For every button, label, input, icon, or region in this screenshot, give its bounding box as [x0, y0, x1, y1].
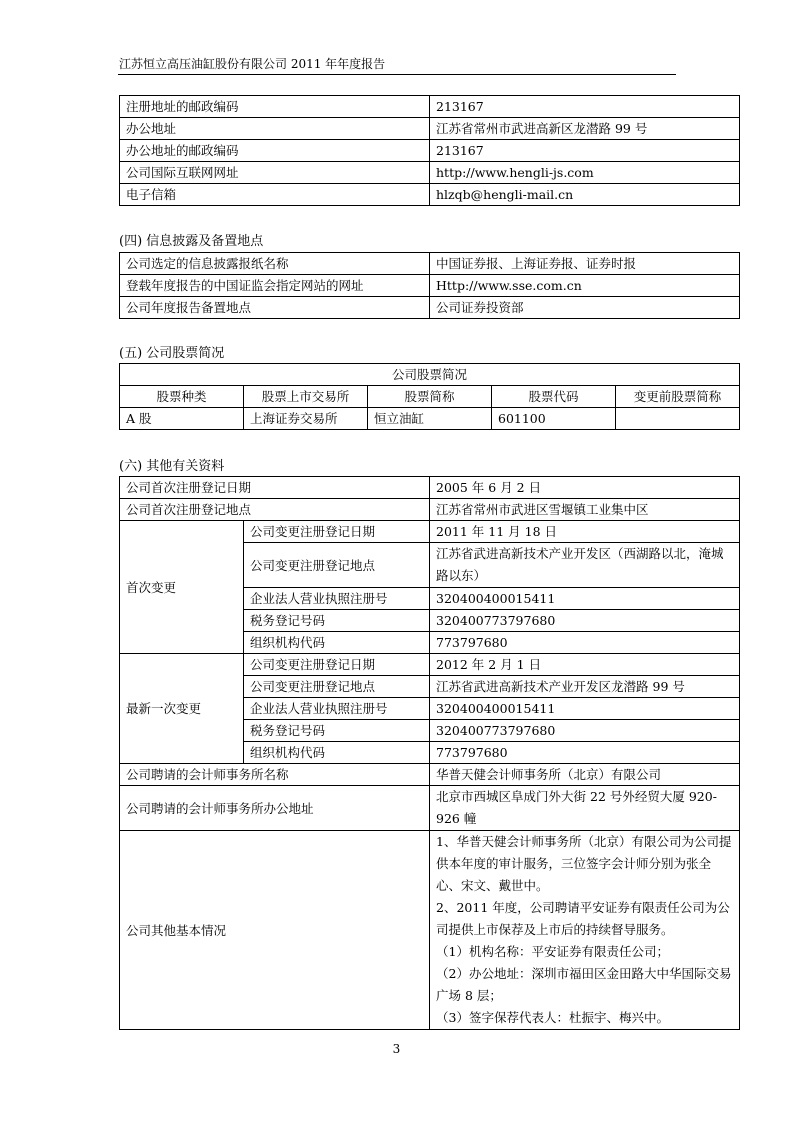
table-row: [120, 162, 740, 184]
column-header: 股票代码: [492, 386, 616, 408]
row-label: 办公地址的邮政编码: [120, 140, 430, 162]
column-header: 股票上市交易所: [244, 386, 368, 408]
stock-short-name: 恒立油缸: [368, 408, 492, 430]
table-row: [120, 297, 740, 319]
row-label: 公司聘请的会计师事务所办公地址: [120, 786, 430, 831]
other-info-line: 2、2011 年度，公司聘请平安证券有限责任公司为公司提供上市保荐及上市后的持续督导服务。: [436, 900, 730, 937]
row-label: 公司变更注册登记地点: [244, 676, 430, 698]
row-value: 中国证券报、上海证券报、证券时报: [430, 253, 740, 275]
column-header: 股票种类: [120, 386, 244, 408]
table-row: [120, 521, 740, 543]
table-row: [120, 184, 740, 206]
column-header: 变更前股票简称: [616, 386, 740, 408]
row-value: 213167: [430, 140, 740, 162]
row-label: 税务登记号码: [244, 720, 430, 742]
row-label: 组织机构代码: [244, 632, 430, 654]
row-value: 2005 年 6 月 2 日: [430, 477, 740, 499]
column-header: 股票简称: [368, 386, 492, 408]
row-label: 税务登记号码: [244, 610, 430, 632]
group-label-latest-change: 最新一次变更: [120, 654, 244, 764]
table-row: [120, 477, 740, 499]
table-row: [120, 275, 740, 297]
row-label: 公司变更注册登记日期: [244, 521, 430, 543]
row-value: 320400400015411: [430, 588, 740, 610]
row-label: 办公地址: [120, 118, 430, 140]
row-label: 企业法人营业执照注册号: [244, 698, 430, 720]
row-value: http://www.hengli-js.com: [430, 162, 740, 184]
page-header: 江苏恒立高压油缸股份有限公司 2011 年年度报告: [119, 57, 386, 71]
table-row: [120, 831, 740, 1030]
row-label: 公司聘请的会计师事务所名称: [120, 764, 430, 786]
row-label: 公司选定的信息披露报纸名称: [120, 253, 430, 275]
row-value: 320400400015411: [430, 698, 740, 720]
other-info-line: （3）签字保荐代表人：杜振宇、梅兴中。: [436, 1010, 669, 1025]
row-value: hlzqb@hengli-mail.cn: [430, 184, 740, 206]
row-value: 江苏省常州市武进高新区龙潜路 99 号: [430, 118, 740, 140]
row-label: 公司其他基本情况: [120, 831, 430, 1030]
table-caption-row: [120, 364, 740, 386]
row-label: 公司国际互联网网址: [120, 162, 430, 184]
table-row: [120, 499, 740, 521]
stock-type: A 股: [120, 408, 244, 430]
section-title-stock: (五) 公司股票简况: [119, 346, 225, 361]
row-label: 公司首次注册登记地点: [120, 499, 430, 521]
section-title-other: (六) 其他有关资料: [119, 459, 225, 474]
table-header-row: [120, 386, 740, 408]
row-label: 登载年度报告的中国证监会指定网站的网址: [120, 275, 430, 297]
row-value: 北京市西城区阜成门外大街 22 号外经贸大厦 920-926 幢: [430, 786, 740, 831]
row-value: 公司证券投资部: [430, 297, 740, 319]
table-row: [120, 786, 740, 831]
previous-short-name: [616, 408, 740, 430]
page-number: 3: [392, 1042, 401, 1056]
row-value: 江苏省常州市武进区雪堰镇工业集中区: [430, 499, 740, 521]
table-row: [120, 408, 740, 430]
row-value: 2011 年 11 月 18 日: [430, 521, 740, 543]
table-row: [120, 253, 740, 275]
row-label: 企业法人营业执照注册号: [244, 588, 430, 610]
row-value: 320400773797680: [430, 610, 740, 632]
table-row: [120, 764, 740, 786]
table-row: [120, 118, 740, 140]
other-info-line: （2）办公地址：深圳市福田区金田路大中华国际交易广场 8 层；: [436, 966, 732, 1003]
row-value: 320400773797680: [430, 720, 740, 742]
stock-code: 601100: [492, 408, 616, 430]
other-info-table: [119, 476, 740, 1030]
row-label: 公司首次注册登记日期: [120, 477, 430, 499]
table-row: [120, 654, 740, 676]
row-label: 注册地址的邮政编码: [120, 96, 430, 118]
row-value: 华普天健会计师事务所（北京）有限公司: [430, 764, 740, 786]
table-row: [120, 140, 740, 162]
row-value: 773797680: [430, 632, 740, 654]
row-value: 2012 年 2 月 1 日: [430, 654, 740, 676]
section-title-disclosure: (四) 信息披露及备置地点: [119, 234, 264, 249]
stock-table-caption: 公司股票简况: [120, 364, 740, 386]
row-label: 公司变更注册登记日期: [244, 654, 430, 676]
row-label: 公司年度报告备置地点: [120, 297, 430, 319]
row-label: 公司变更注册登记地点: [244, 543, 430, 588]
row-label: 组织机构代码: [244, 742, 430, 764]
contact-table: [119, 95, 740, 206]
other-info-line: （1）机构名称：平安证券有限责任公司；: [436, 944, 669, 959]
stock-table: [119, 363, 740, 430]
other-info-line: 1、华普天健会计师事务所（北京）有限公司为公司提供本年度的审计服务，三位签字会计师分别为张全心、宋文、戴世中。: [436, 834, 732, 893]
row-label: 电子信箱: [120, 184, 430, 206]
row-value: 江苏省武进高新技术产业开发区龙潜路 99 号: [430, 676, 740, 698]
stock-exchange: 上海证券交易所: [244, 408, 368, 430]
row-value: Http://www.sse.com.cn: [430, 275, 740, 297]
group-label-first-change: 首次变更: [120, 521, 244, 654]
row-value: 773797680: [430, 742, 740, 764]
table-row: [120, 96, 740, 118]
header-rule: [118, 74, 676, 75]
disclosure-table: [119, 252, 740, 319]
row-value: 213167: [430, 96, 740, 118]
other-info-cell: [430, 831, 740, 1030]
row-value: 江苏省武进高新技术产业开发区（西湖路以北，淹城路以东）: [430, 543, 740, 588]
